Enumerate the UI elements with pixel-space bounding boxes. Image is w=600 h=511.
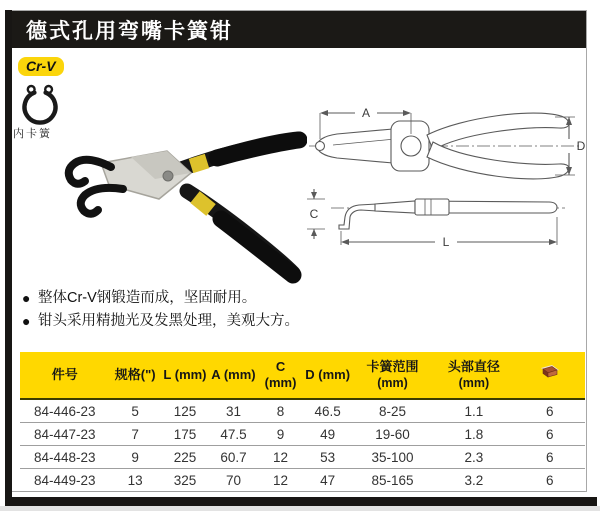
spec-value-cell: 49: [320, 426, 336, 442]
spec-value-cell: 85-165: [371, 472, 414, 488]
page-title-bar: [12, 11, 586, 48]
spec-col-header: 卡簧范围 (mm): [352, 352, 433, 399]
feature-bullets: [22, 287, 299, 333]
package-icon: [539, 364, 561, 382]
feature-bullet-text: 钳头采用精抛光及发黑处理，美观大方。: [38, 313, 299, 329]
spec-col-header: C (mm): [258, 352, 304, 399]
spec-col-header: A (mm): [209, 352, 257, 399]
spec-value-cell: 12: [273, 472, 289, 488]
spec-value-cell: 9: [276, 426, 285, 442]
part-number-cell: 84-449-23: [33, 472, 96, 488]
dim-label-a: A: [361, 106, 371, 120]
spec-value-cell: 70: [225, 472, 241, 488]
feature-bullet-text: 整体Cr-V钢锻造而成，坚固耐用。: [38, 290, 257, 306]
spec-value-cell: 47: [320, 472, 336, 488]
spec-col-header: D (mm): [303, 352, 351, 399]
table-row: [20, 446, 585, 469]
spec-value-cell: 1.1: [464, 403, 484, 419]
content-frame: [12, 10, 587, 492]
table-row: [20, 399, 585, 423]
spec-value-cell: 3.2: [464, 472, 484, 488]
spec-value-cell: 47.5: [220, 426, 247, 442]
spec-value-cell: 8-25: [379, 403, 407, 419]
dim-label-d: D: [576, 139, 586, 153]
spec-value-cell: 8: [276, 403, 285, 419]
technical-drawing: [303, 101, 587, 251]
spec-value-cell: 19-60: [375, 426, 410, 442]
spec-value-cell: 1.8: [464, 426, 484, 442]
spec-value-cell: 2.3: [464, 449, 484, 465]
part-number-cell: 84-447-23: [33, 426, 96, 442]
left-black-strip: [5, 10, 12, 502]
spec-col-header: 规格("): [110, 352, 161, 399]
spec-value-cell: 13: [127, 472, 143, 488]
spec-value-cell: 125: [173, 403, 197, 419]
part-number-cell: 84-446-23: [33, 403, 96, 419]
spec-col-header: L (mm): [161, 352, 209, 399]
spec-col-header-icon: [515, 352, 585, 399]
spec-col-header: 头部直径 (mm): [433, 352, 514, 399]
spec-table-body: [20, 399, 585, 492]
spec-value-cell: 60.7: [220, 449, 247, 465]
spec-col-header-unit: (mm): [377, 376, 408, 390]
spec-value-cell: 31: [225, 403, 241, 419]
spec-value-cell: 46.5: [314, 403, 341, 419]
spec-value-cell: 6: [546, 426, 554, 442]
ring-type-label: 内卡簧: [13, 128, 52, 140]
spec-table: [20, 352, 585, 492]
dim-label-c: C: [309, 207, 319, 221]
part-number-cell: 84-448-23: [33, 449, 96, 465]
spec-value-cell: 175: [173, 426, 197, 442]
feature-bullet-1: [22, 287, 299, 310]
spec-value-cell: 225: [173, 449, 197, 465]
spec-value-cell: 12: [273, 449, 289, 465]
spec-value-cell: 53: [320, 449, 336, 465]
spec-value-cell: 325: [173, 472, 197, 488]
spec-col-header: 件号: [20, 352, 110, 399]
crv-material-badge: Cr-V: [18, 57, 64, 76]
pliers-product-photo: [35, 127, 307, 289]
spec-col-header-unit: (mm): [458, 376, 490, 390]
spec-value-cell: 35-100: [371, 449, 414, 465]
spec-value-cell: 6: [546, 449, 554, 465]
page-title: 德式孔用弯嘴卡簧钳: [26, 19, 233, 43]
table-row: [20, 469, 585, 492]
spec-table-head-row: [20, 352, 585, 399]
feature-bullet-2: [22, 310, 299, 333]
bullet-dot-icon: ●: [22, 290, 31, 306]
bottom-black-bar: [5, 497, 597, 506]
table-row: [20, 423, 585, 446]
spec-value-cell: 9: [131, 449, 139, 465]
dim-label-l: L: [442, 235, 450, 249]
page-bottom-margin: [0, 506, 600, 511]
spec-value-cell: 6: [546, 403, 554, 419]
internal-circlip-icon: [17, 83, 63, 127]
bullet-dot-icon: ●: [22, 313, 31, 329]
spec-value-cell: 7: [131, 426, 139, 442]
spec-value-cell: 6: [546, 472, 554, 488]
spec-value-cell: 5: [131, 403, 139, 419]
